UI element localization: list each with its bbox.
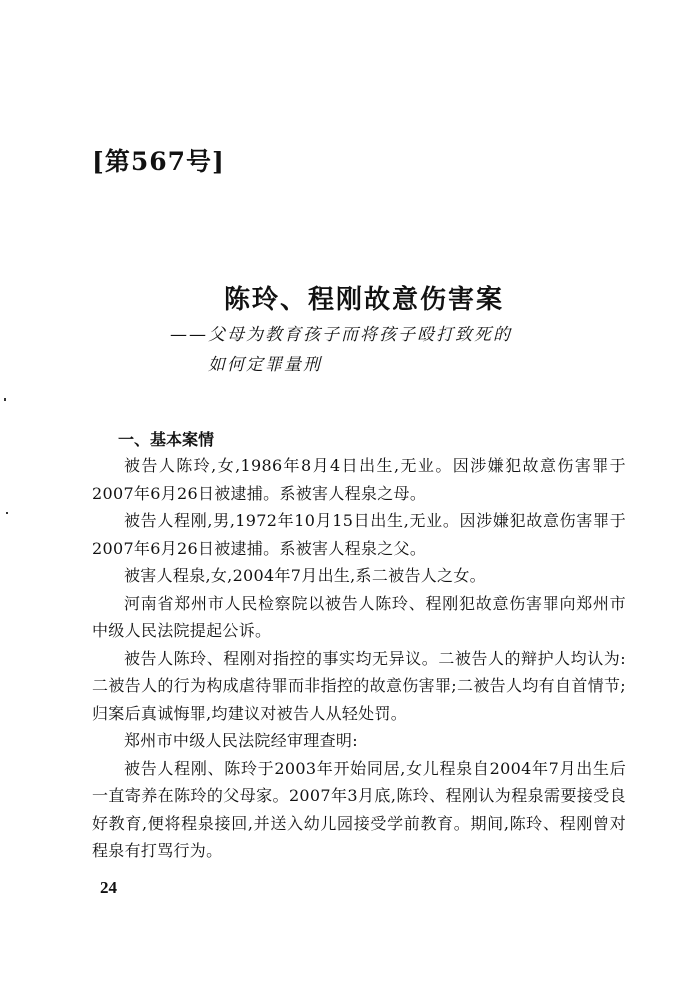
paragraph-defendant-chen: 被告人陈玲,女,1986年8月4日出生,无业。因涉嫌犯故意伤害罪于2007年6月26日被逮捕。系被害人程泉之母。 [92, 456, 626, 503]
paragraph-victim: 被害人程泉,女,2004年7月出生,系二被告人之女。 [124, 566, 486, 585]
paragraph-facts: 被告人程刚、陈玲于2003年开始同居,女儿程泉自2004年7月出生后一直寄养在陈玲的父母家。2007年3月底,陈玲、程刚认为程泉需要接受良好教育,便将程泉接回,并送入幼儿园接受学前教育。期间,陈玲、程刚曾对程泉有打骂行为。 [92, 758, 626, 860]
case-number: [第567号] [92, 147, 225, 176]
section-heading: 一、基本案情 [118, 430, 215, 449]
paragraph-court-findings-intro: 郑州市中级人民法院经审理查明: [124, 731, 358, 750]
case-title: 陈玲、程刚故意伤害案 [223, 285, 504, 315]
scan-speck [6, 512, 8, 514]
paragraph-defense: 被告人陈玲、程刚对指控的事实均无异议。二被告人的辩护人均认为:二被告人的行为构成虐待罪而非指控的故意伤害罪;二被告人均有自首情节;归案后真诚悔罪,均建议对被告人从轻处罚。 [92, 648, 626, 723]
case-subtitle-line-2: 如何定罪量刑 [208, 355, 322, 375]
page-number: 24 [100, 878, 117, 897]
case-subtitle-line-1: ——父母为教育孩子而将孩子殴打致死的 [170, 325, 512, 345]
body-text [92, 452, 626, 865]
paragraph-prosecution: 河南省郑州市人民检察院以被告人陈玲、程刚犯故意伤害罪向郑州市中级人民法院提起公诉。 [92, 593, 626, 640]
paragraph-defendant-cheng: 被告人程刚,男,1972年10月15日出生,无业。因涉嫌犯故意伤害罪于2007年6月26日被逮捕。系被害人程泉之父。 [92, 511, 626, 558]
scan-speck [4, 398, 6, 401]
